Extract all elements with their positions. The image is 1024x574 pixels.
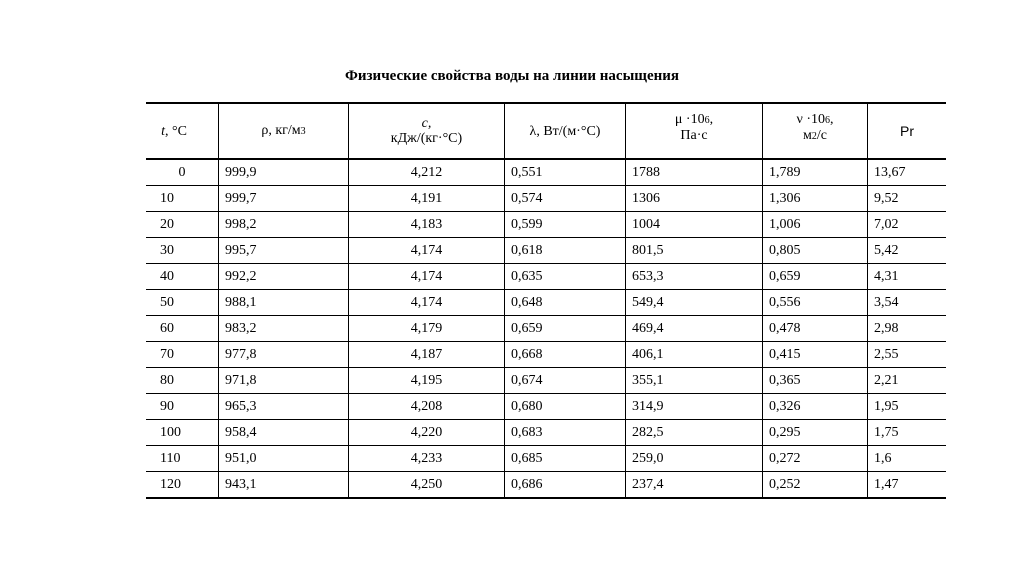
cell-temperature: 90 <box>146 394 219 420</box>
header-density <box>219 103 349 159</box>
table-row <box>146 446 946 472</box>
cell-temperature: 60 <box>146 316 219 342</box>
cell-kinematic-viscosity: 1,306 <box>763 186 868 212</box>
cell-conductivity: 0,659 <box>505 316 626 342</box>
cell-density: 999,7 <box>219 186 349 212</box>
table-row <box>146 368 946 394</box>
header-mu-exp: 6 <box>704 115 710 126</box>
table-row <box>146 420 946 446</box>
cell-prandtl: 13,67 <box>868 159 947 186</box>
table-title: Физические свойства воды на линии насыщения <box>345 68 679 84</box>
cell-kinematic-viscosity: 0,556 <box>763 290 868 316</box>
header-density-unit: кг/м <box>271 123 301 138</box>
cell-heat-capacity: 4,208 <box>349 394 505 420</box>
cell-conductivity: 0,680 <box>505 394 626 420</box>
cell-temperature: 30 <box>146 238 219 264</box>
cell-density: 988,1 <box>219 290 349 316</box>
cell-prandtl: 4,31 <box>868 264 947 290</box>
cell-conductivity: 0,574 <box>505 186 626 212</box>
header-nu-exp: 6 <box>825 115 830 126</box>
header-dynamic-viscosity <box>626 103 763 159</box>
cell-prandtl: 2,21 <box>868 368 947 394</box>
header-conductivity <box>505 103 626 159</box>
cell-heat-capacity: 4,179 <box>349 316 505 342</box>
cell-density: 943,1 <box>219 472 349 499</box>
cell-dynamic-viscosity: 549,4 <box>626 290 763 316</box>
header-temperature-unit: , °С <box>164 123 187 139</box>
cell-heat-capacity: 4,220 <box>349 420 505 446</box>
header-prandtl-text: Pr <box>900 122 914 139</box>
header-nu-line2b: /с <box>816 128 827 143</box>
cell-prandtl: 2,98 <box>868 316 947 342</box>
cell-heat-capacity: 4,174 <box>349 290 505 316</box>
cell-density: 951,0 <box>219 446 349 472</box>
header-density-symbol: ρ, <box>261 123 272 138</box>
cell-heat-capacity: 4,191 <box>349 186 505 212</box>
cell-dynamic-viscosity: 282,5 <box>626 420 763 446</box>
cell-temperature: 0 <box>146 159 219 186</box>
cell-heat-capacity: 4,174 <box>349 238 505 264</box>
cell-prandtl: 1,95 <box>868 394 947 420</box>
cell-dynamic-viscosity: 653,3 <box>626 264 763 290</box>
cell-dynamic-viscosity: 406,1 <box>626 342 763 368</box>
cell-conductivity: 0,551 <box>505 159 626 186</box>
cell-dynamic-viscosity: 259,0 <box>626 446 763 472</box>
cell-heat-capacity: 4,183 <box>349 212 505 238</box>
cell-heat-capacity: 4,212 <box>349 159 505 186</box>
table-row <box>146 264 946 290</box>
cell-prandtl: 2,55 <box>868 342 947 368</box>
header-temperature <box>146 103 219 159</box>
cell-heat-capacity: 4,174 <box>349 264 505 290</box>
table-row <box>146 212 946 238</box>
table-row <box>146 186 946 212</box>
cell-kinematic-viscosity: 0,326 <box>763 394 868 420</box>
cell-temperature: 80 <box>146 368 219 394</box>
cell-kinematic-viscosity: 1,789 <box>763 159 868 186</box>
header-kinematic-viscosity <box>763 103 868 159</box>
cell-dynamic-viscosity: 314,9 <box>626 394 763 420</box>
cell-temperature: 20 <box>146 212 219 238</box>
cell-kinematic-viscosity: 1,006 <box>763 212 868 238</box>
cell-conductivity: 0,686 <box>505 472 626 499</box>
cell-heat-capacity: 4,187 <box>349 342 505 368</box>
header-nu-tail: , <box>830 112 834 127</box>
cell-conductivity: 0,618 <box>505 238 626 264</box>
cell-prandtl: 1,6 <box>868 446 947 472</box>
cell-density: 998,2 <box>219 212 349 238</box>
cell-conductivity: 0,599 <box>505 212 626 238</box>
cell-dynamic-viscosity: 801,5 <box>626 238 763 264</box>
cell-kinematic-viscosity: 0,365 <box>763 368 868 394</box>
header-mu-line1: μ ·10 <box>674 112 705 127</box>
cell-temperature: 100 <box>146 420 219 446</box>
table-row <box>146 238 946 264</box>
cell-temperature: 110 <box>146 446 219 472</box>
cell-kinematic-viscosity: 0,252 <box>763 472 868 499</box>
cell-kinematic-viscosity: 0,295 <box>763 420 868 446</box>
cell-prandtl: 1,47 <box>868 472 947 499</box>
cell-temperature: 120 <box>160 476 181 492</box>
header-heat-capacity-symbol: c, <box>421 116 432 131</box>
header-mu-line2: Па·с <box>680 128 708 143</box>
header-nu-line2-exp: 2 <box>811 131 817 142</box>
header-conductivity-text: λ, Вт/(м·°С) <box>529 123 601 139</box>
cell-kinematic-viscosity: 0,659 <box>763 264 868 290</box>
cell-temperature: 50 <box>146 290 219 316</box>
table-row <box>146 159 946 186</box>
cell-prandtl: 9,52 <box>868 186 947 212</box>
cell-density: 958,4 <box>219 420 349 446</box>
table-body <box>146 159 946 498</box>
cell-density: 971,8 <box>219 368 349 394</box>
cell-density: 992,2 <box>219 264 349 290</box>
cell-dynamic-viscosity: 1306 <box>626 186 763 212</box>
table-row <box>146 290 946 316</box>
cell-density: 965,3 <box>219 394 349 420</box>
cell-conductivity: 0,648 <box>505 290 626 316</box>
cell-conductivity: 0,683 <box>505 420 626 446</box>
header-density-exp: 3 <box>300 126 306 137</box>
cell-kinematic-viscosity: 0,272 <box>763 446 868 472</box>
cell-prandtl: 3,54 <box>868 290 947 316</box>
cell-temperature: 40 <box>146 264 219 290</box>
header-row <box>146 103 946 159</box>
cell-dynamic-viscosity: 469,4 <box>626 316 763 342</box>
header-nu-line2a: м <box>803 128 812 143</box>
cell-conductivity: 0,668 <box>505 342 626 368</box>
cell-conductivity: 0,674 <box>505 368 626 394</box>
cell-dynamic-viscosity: 1004 <box>626 212 763 238</box>
cell-kinematic-viscosity: 0,415 <box>763 342 868 368</box>
cell-prandtl: 1,75 <box>868 420 947 446</box>
water-properties-table <box>146 102 946 499</box>
cell-temperature: 10 <box>146 186 219 212</box>
cell-density: 983,2 <box>219 316 349 342</box>
cell-conductivity: 0,635 <box>505 264 626 290</box>
header-heat-capacity <box>349 103 505 159</box>
cell-prandtl: 5,42 <box>868 238 947 264</box>
header-heat-capacity-unit: кДж/(кг·°С) <box>390 131 463 146</box>
cell-kinematic-viscosity: 0,805 <box>763 238 868 264</box>
cell-density: 995,7 <box>219 238 349 264</box>
cell-density: 999,9 <box>219 159 349 186</box>
cell-prandtl: 7,02 <box>868 212 947 238</box>
table-row <box>146 342 946 368</box>
cell-conductivity: 0,685 <box>505 446 626 472</box>
cell-temperature: 70 <box>146 342 219 368</box>
cell-heat-capacity: 4,233 <box>349 446 505 472</box>
header-prandtl <box>868 103 947 159</box>
header-mu-tail: , <box>709 112 714 127</box>
cell-dynamic-viscosity: 1788 <box>626 159 763 186</box>
cell-density: 977,8 <box>219 342 349 368</box>
header-nu-line1: ν ·10 <box>796 112 825 127</box>
table-row <box>146 316 946 342</box>
cell-kinematic-viscosity: 0,478 <box>763 316 868 342</box>
header-temperature-symbol: t <box>161 123 165 139</box>
cell-dynamic-viscosity: 355,1 <box>626 368 763 394</box>
cell-heat-capacity: 4,195 <box>349 368 505 394</box>
table-row <box>146 394 946 420</box>
cell-heat-capacity: 4,250 <box>349 472 505 499</box>
cell-dynamic-viscosity: 237,4 <box>626 472 763 499</box>
table-row <box>146 472 946 499</box>
